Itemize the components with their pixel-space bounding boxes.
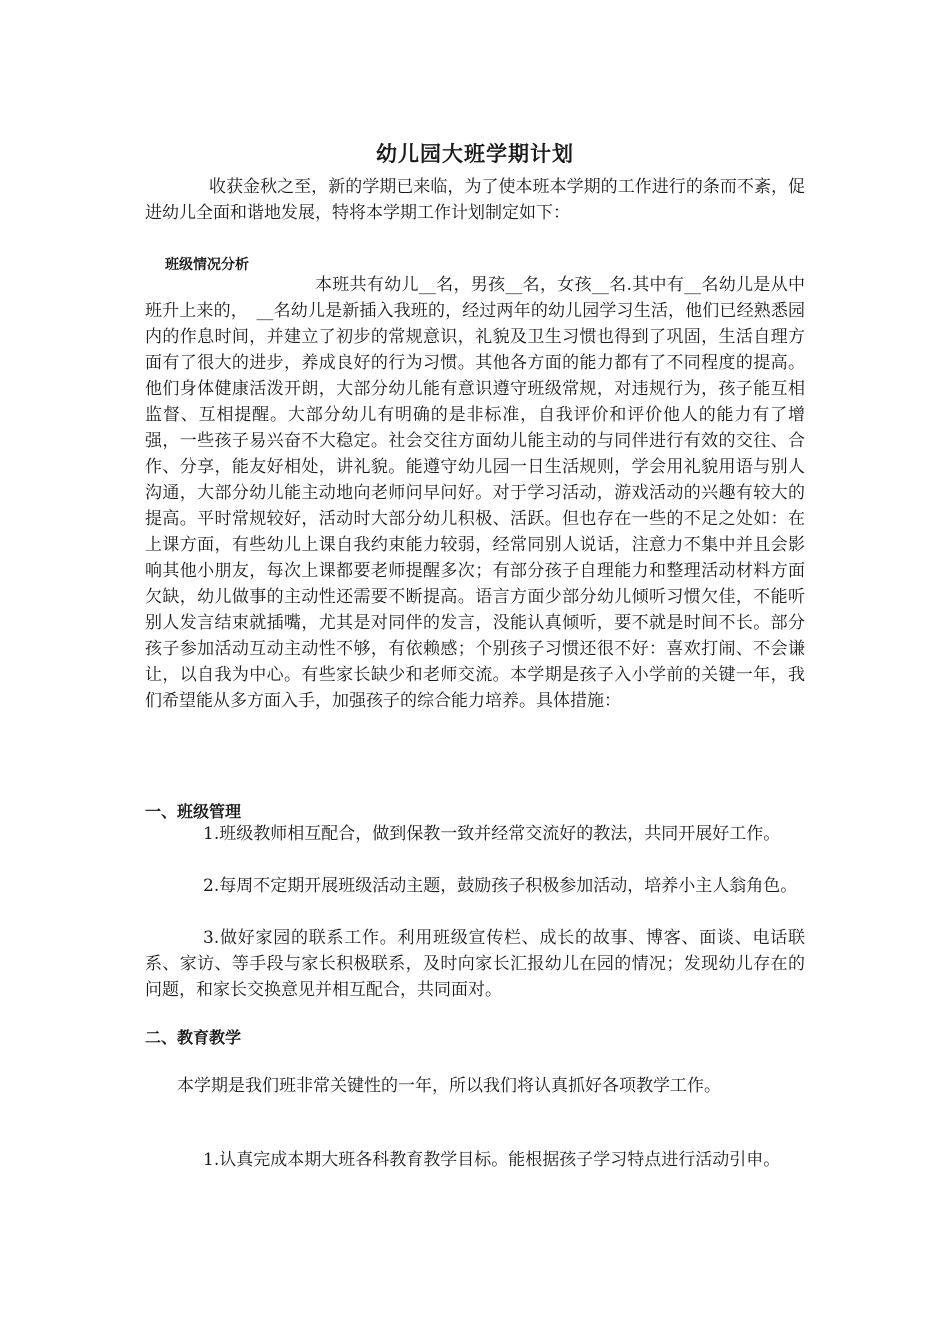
section2-item-1: 1.认真完成本期大班各科教育教学目标。能根据孩子学习特点进行活动引申。	[203, 1150, 781, 1170]
section1-item-3: 3.做好家园的联系工作。利用班级宣传栏、成长的故事、博客、面谈、电话联系、家访、等手段与家长积极联系，及时向家长汇报幼儿在园的情况；发现幼儿存在的问题，和家长交换意见并相互配合，共同面对。	[145, 928, 805, 1000]
section2-heading: 二、教育教学	[145, 1028, 242, 1047]
section1-item-1: 1.班级教师相互配合，做到保教一致并经常交流好的教法，共同开展好工作。	[203, 824, 781, 844]
document-title: 幼儿园大班学期计划	[376, 142, 574, 166]
section2-intro: 本学期是我们班非常关键性的一年，所以我们将认真抓好各项教学工作。	[177, 1076, 721, 1096]
section1-heading: 一、班级管理	[145, 802, 242, 821]
analysis-paragraph: 本班共有幼儿__名，男孩__名，女孩__名.其中有__名幼儿是从中班升上来的， __名幼儿是新插入我班的，经过两年的幼儿园学习生活，他们已经熟悉园内的作息时间，并建立了初步的常规意识，礼貌及卫生习惯也得到了巩固，生活自理方面有了很大的进步，养成良好的行为习惯。其他各方面的能力都有了不同程度的提高。他们身体健康活泼开朗，大部分幼儿能有意识遵守班级常规，对违规行为，孩子能互相监督、互相提醒。大部分幼儿有明确的是非标准，自我评价和评价他人的能力有了增强，一些孩子易兴奋不大稳定。社会交往方面幼儿能主动的与同伴进行有效的交往、合作、分享，能友好相处，讲礼貌。能遵守幼儿园一日生活规则，学会用礼貌用语与别人沟通，大部分幼儿能主动地向老师问早问好。对于学习活动，游戏活动的兴趣有较大的提高。平时常规较好，活动时大部分幼儿积极、活跃。但也存在一些的不足之处如：在上课方面，有些幼儿上课自我约束能力较弱，经常同别人说话，注意力不集中并且会影响其他小朋友，每次上课都要老师提醒多次；有部分孩子自理能力和整理活动材料方面欠缺，幼儿做事的主动性还需要不断提高。语言方面少部分幼儿倾听习惯欠佳，不能听别人发言结束就插嘴，尤其是对同伴的发言，没能认真倾听，要不就是时间不长。部分孩子参加活动互动主动性不够，有依赖感；个别孩子习惯还很不好：喜欢打闹、不会谦让，以自我为中心。有些家长缺少和老师交流。本学期是孩子入小学前的关键一年，我们希望能从多方面入手，加强孩子的综合能力培养。具体措施：	[145, 275, 805, 711]
section1-item-2: 2.每周不定期开展班级活动主题，鼓励孩子积极参加活动，培养小主人翁角色。	[203, 876, 798, 896]
intro-paragraph: 收获金秋之至，新的学期已来临，为了使本班本学期的工作进行的条而不紊，促进幼儿全面和谐地发展，特将本学期工作计划制定如下：	[145, 177, 805, 223]
analysis-heading: 班级情况分析	[165, 257, 249, 273]
